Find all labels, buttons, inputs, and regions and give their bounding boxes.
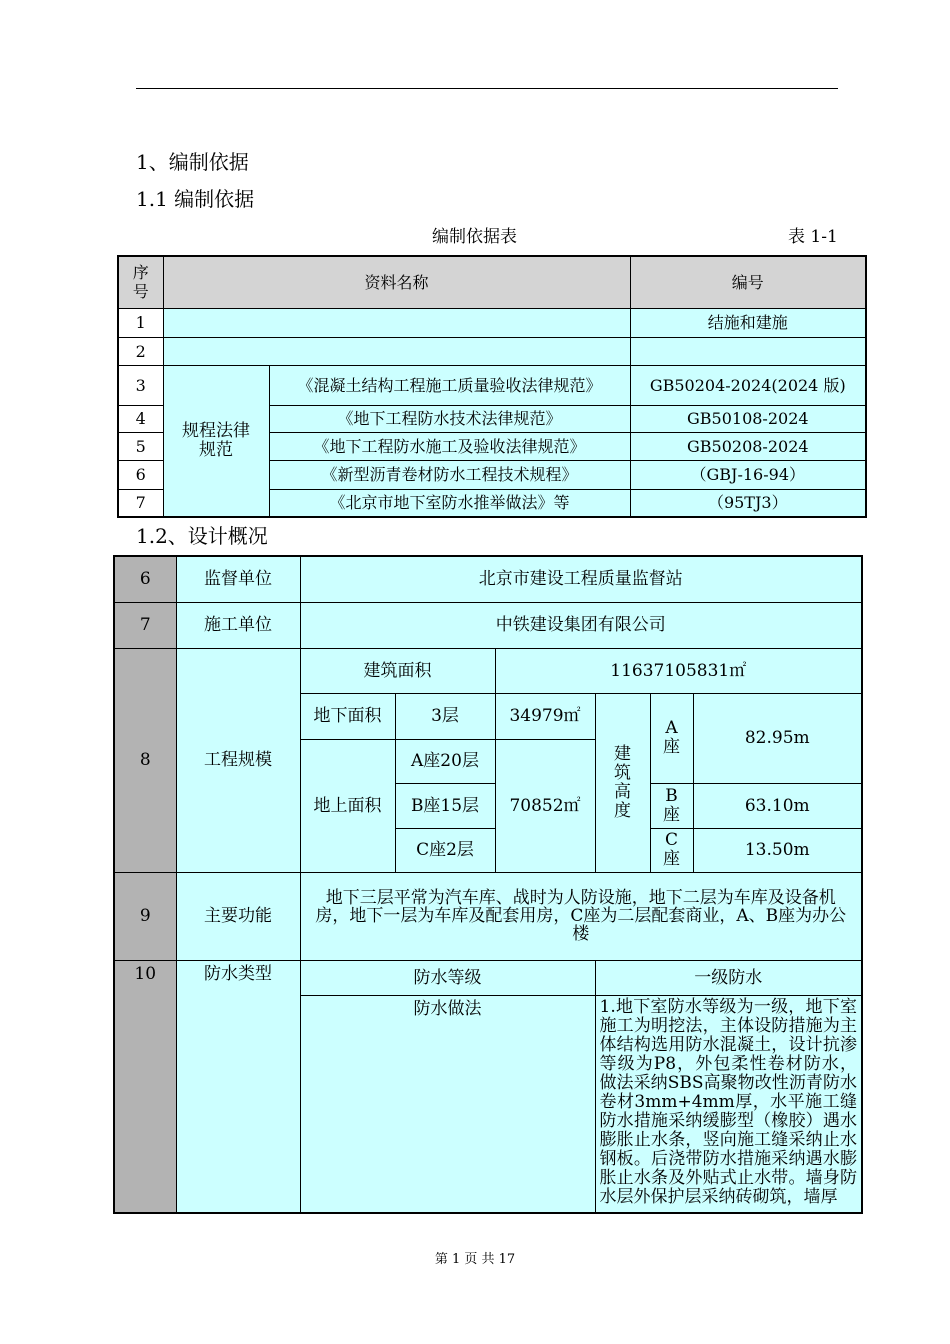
waterproof-method-label: 防水做法	[300, 995, 595, 1213]
row-name	[163, 308, 630, 337]
row-number: 8	[114, 648, 176, 872]
row-code: GB50208-2024	[630, 432, 866, 460]
col-name-header: 资料名称	[163, 256, 630, 308]
table-row	[118, 365, 866, 405]
waterproof-grade-label: 防水等级	[300, 960, 595, 995]
row-number: 9	[114, 872, 176, 960]
total-area-value: 11637105831㎡	[495, 648, 862, 693]
row-name: 《北京市地下室防水推举做法》等	[269, 489, 630, 517]
row-name: 《新型沥青卷材防水工程技术规程》	[269, 460, 630, 489]
row-index: 5	[118, 432, 163, 460]
building-height-label: 建筑高度	[595, 693, 650, 872]
section-heading-1-2: 1.2、设计概况	[136, 524, 268, 548]
row-value: 地下三层平常为汽车库、战时为人防设施，地下二层为车库及设备机房，地下一层为车库及配套用房，C座为二层配套商业，A、B座为办公楼	[300, 872, 862, 960]
table-row	[114, 960, 862, 995]
section-heading-1-1: 1.1 编制依据	[136, 187, 255, 211]
table-row	[114, 556, 862, 602]
row-index: 6	[118, 460, 163, 489]
row-code: GB50108-2024	[630, 405, 866, 432]
row-label: 主要功能	[176, 872, 300, 960]
row-label: 防水类型	[176, 960, 300, 1213]
row-name: 《地下工程防水技术法律规范》	[269, 405, 630, 432]
table-row	[118, 308, 866, 337]
row-code: 结施和建施	[630, 308, 866, 337]
row-value: 中铁建设集团有限公司	[300, 602, 862, 648]
underground-area-value: 34979㎡	[495, 693, 595, 739]
aboveground-area-label: 地上面积	[300, 739, 395, 872]
row-code: GB50204-2024(2024 版)	[630, 365, 866, 405]
underground-floors: 3层	[395, 693, 495, 739]
row-name: 《混凝土结构工程施工质量验收法律规范》	[269, 365, 630, 405]
row-index: 2	[118, 337, 163, 365]
table-row	[114, 602, 862, 648]
row-number: 7	[114, 602, 176, 648]
block-b-height: 63.10m	[693, 783, 862, 828]
block-a-floors: A座20层	[395, 739, 495, 783]
table-row	[114, 648, 862, 693]
row-index: 4	[118, 405, 163, 432]
table1-number: 表 1-1	[788, 227, 838, 247]
block-c-floors: C座2层	[395, 828, 495, 872]
row-number: 6	[114, 556, 176, 602]
block-c-height: 13.50m	[693, 828, 862, 872]
total-area-label: 建筑面积	[300, 648, 495, 693]
col-code-header: 编号	[630, 256, 866, 308]
block-c-label: C座	[650, 828, 693, 872]
aboveground-area-value: 70852㎡	[495, 739, 595, 872]
page-footer: 第 1 页 共 17	[434, 1252, 516, 1267]
block-a-height: 82.95m	[693, 693, 862, 783]
row-index: 1	[118, 308, 163, 337]
underground-area-label: 地下面积	[300, 693, 395, 739]
table1-caption: 编制依据表	[432, 227, 517, 247]
basis-table	[117, 255, 867, 518]
row-value: 北京市建设工程质量监督站	[300, 556, 862, 602]
row-label: 施工单位	[176, 602, 300, 648]
block-a-label: A座	[650, 693, 693, 783]
table-row	[114, 872, 862, 960]
table-row	[118, 337, 866, 365]
row-label: 工程规模	[176, 648, 300, 872]
block-b-label: B座	[650, 783, 693, 828]
row-index: 7	[118, 489, 163, 517]
table-header-row	[118, 256, 866, 308]
row-name: 《地下工程防水施工及验收法律规范》	[269, 432, 630, 460]
row-code: （95TJ3）	[630, 489, 866, 517]
header-rule	[136, 88, 838, 89]
row-index: 3	[118, 365, 163, 405]
row-label: 监督单位	[176, 556, 300, 602]
section-heading-1: 1、编制依据	[136, 150, 249, 174]
waterproof-method-value: 1.地下室防水等级为一级，地下室施工为明挖法，主体设防措施为主体结构选用防水混凝土，设计抗渗等级为P8，外包柔性卷材防水，做法采纳SBS高聚物改性沥青防水卷材3mm+4mm厚，水平施工缝防水措施采纳缓膨型（橡胶）遇水膨胀止水条，竖向施工缝采纳止水钢板。后浇带防水措施采纳遇水膨胀止水条及外贴式止水带。墙身防水层外保护层采纳砖砌筑，墙厚	[595, 995, 862, 1213]
row-code: （GBJ-16-94）	[630, 460, 866, 489]
group-label: 规程法律规范	[163, 365, 269, 517]
col-index-header: 序号	[118, 256, 163, 308]
row-name	[163, 337, 630, 365]
row-code	[630, 337, 866, 365]
block-b-floors: B座15层	[395, 783, 495, 828]
waterproof-grade-value: 一级防水	[595, 960, 862, 995]
design-overview-table	[113, 555, 863, 1214]
row-number: 10	[114, 960, 176, 1213]
